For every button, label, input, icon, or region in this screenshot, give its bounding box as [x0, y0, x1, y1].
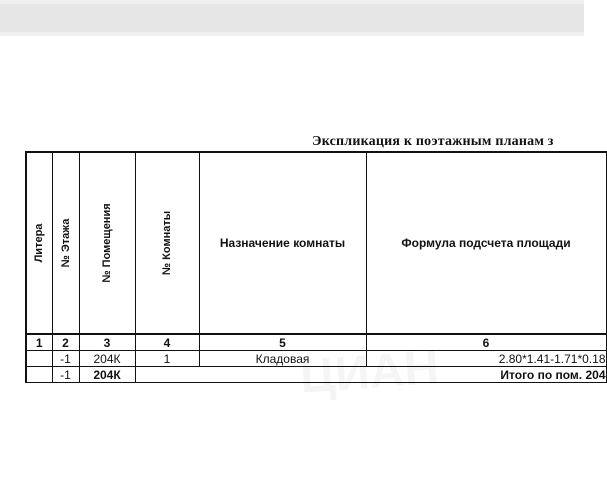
table-header-row	[26, 152, 606, 334]
cell-purpose: Кладовая	[199, 351, 366, 367]
cell-formula: 2.80*1.41-1.71*0.18	[366, 351, 606, 367]
column-number: 2	[52, 334, 79, 351]
total-litera	[26, 367, 52, 383]
viewer-toolbar-strip	[0, 4, 584, 32]
cell-room: 1	[135, 351, 199, 367]
header-rooms	[135, 152, 199, 334]
document-title: Экспликация к поэтажным планам з	[312, 134, 554, 149]
total-label: Итого по пом. 204	[135, 367, 606, 383]
header-litera	[26, 152, 52, 334]
header-rooms-label: № Комнаты	[161, 210, 173, 276]
header-floor-label: № Этажа	[59, 218, 72, 268]
column-number: 1	[26, 334, 52, 351]
column-number: 3	[79, 334, 135, 351]
watermark	[298, 340, 440, 405]
cell-floor: -1	[52, 351, 79, 367]
column-number: 5	[199, 334, 366, 351]
column-number: 4	[135, 334, 199, 351]
total-floor: -1	[52, 367, 79, 383]
header-room-no	[79, 152, 135, 334]
header-purpose: Назначение комнаты	[199, 152, 366, 334]
cell-room-no: 204К	[79, 351, 135, 367]
column-number: 6	[366, 334, 606, 351]
viewer-top-bar	[0, 0, 584, 36]
header-formula: Формула подсчета площади	[366, 152, 606, 334]
header-litera-label: Литера	[33, 223, 46, 263]
cell-litera	[26, 351, 52, 367]
header-floor	[52, 152, 79, 334]
header-room-no-label: № Помещения	[101, 203, 113, 283]
total-room-no: 204К	[79, 367, 135, 383]
